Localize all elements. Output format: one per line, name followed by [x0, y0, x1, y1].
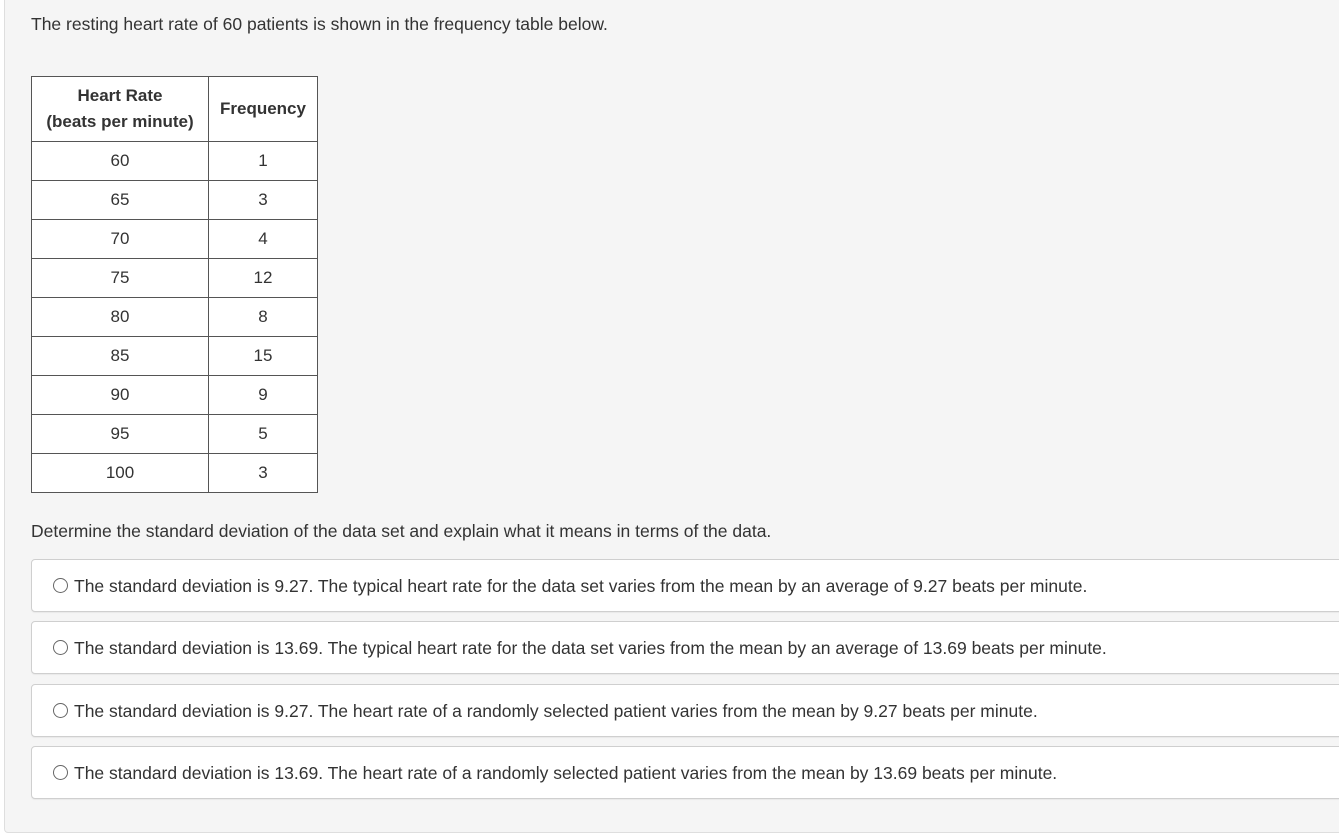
heart-rate-cell: 100 [32, 454, 209, 493]
table-row [32, 337, 318, 376]
heart-rate-header-line2: (beats per minute) [46, 112, 194, 131]
frequency-cell: 4 [209, 220, 318, 259]
frequency-cell: 5 [209, 415, 318, 454]
frequency-header: Frequency [209, 77, 318, 142]
frequency-cell: 12 [209, 259, 318, 298]
answer-option-c[interactable] [31, 684, 1339, 737]
intro-text: The resting heart rate of 60 patients is shown in the frequency table below. [31, 14, 608, 34]
frequency-cell: 9 [209, 376, 318, 415]
radio-button[interactable] [53, 765, 68, 780]
answer-option-label: The standard deviation is 9.27. The heart rate of a randomly selected patient varies from the mean by 9.27 beats per minute. [74, 700, 1038, 721]
radio-button[interactable] [53, 578, 68, 593]
radio-button[interactable] [53, 640, 68, 655]
heart-rate-header-line1: Heart Rate [77, 86, 163, 105]
heart-rate-cell: 85 [32, 337, 209, 376]
table-row [32, 142, 318, 181]
table-row [32, 376, 318, 415]
heart-rate-cell: 75 [32, 259, 209, 298]
table-row [32, 181, 318, 220]
heart-rate-header [32, 77, 209, 142]
heart-rate-cell: 70 [32, 220, 209, 259]
table-row [32, 415, 318, 454]
table-row [32, 298, 318, 337]
frequency-table [31, 76, 318, 493]
answer-option-label: The standard deviation is 13.69. The typical heart rate for the data set varies from the mean by an average of 13.69 beats per minute. [74, 637, 1107, 658]
frequency-cell: 15 [209, 337, 318, 376]
answer-option-a[interactable] [31, 559, 1339, 612]
frequency-cell: 8 [209, 298, 318, 337]
table-row [32, 259, 318, 298]
heart-rate-cell: 95 [32, 415, 209, 454]
answer-option-label: The standard deviation is 9.27. The typical heart rate for the data set varies from the mean by an average of 9.27 beats per minute. [74, 575, 1088, 596]
question-text: Determine the standard deviation of the data set and explain what it means in terms of the data. [31, 521, 772, 541]
heart-rate-cell: 60 [32, 142, 209, 181]
heart-rate-cell: 65 [32, 181, 209, 220]
frequency-cell: 3 [209, 181, 318, 220]
table-row [32, 454, 318, 493]
heart-rate-cell: 90 [32, 376, 209, 415]
frequency-cell: 3 [209, 454, 318, 493]
answer-option-b[interactable] [31, 621, 1339, 674]
frequency-cell: 1 [209, 142, 318, 181]
table-header-row [32, 77, 318, 142]
answer-option-d[interactable] [31, 746, 1339, 799]
heart-rate-cell: 80 [32, 298, 209, 337]
table-row [32, 220, 318, 259]
answer-option-label: The standard deviation is 13.69. The heart rate of a randomly selected patient varies from the mean by 13.69 beats per minute. [74, 762, 1058, 783]
radio-button[interactable] [53, 703, 68, 718]
